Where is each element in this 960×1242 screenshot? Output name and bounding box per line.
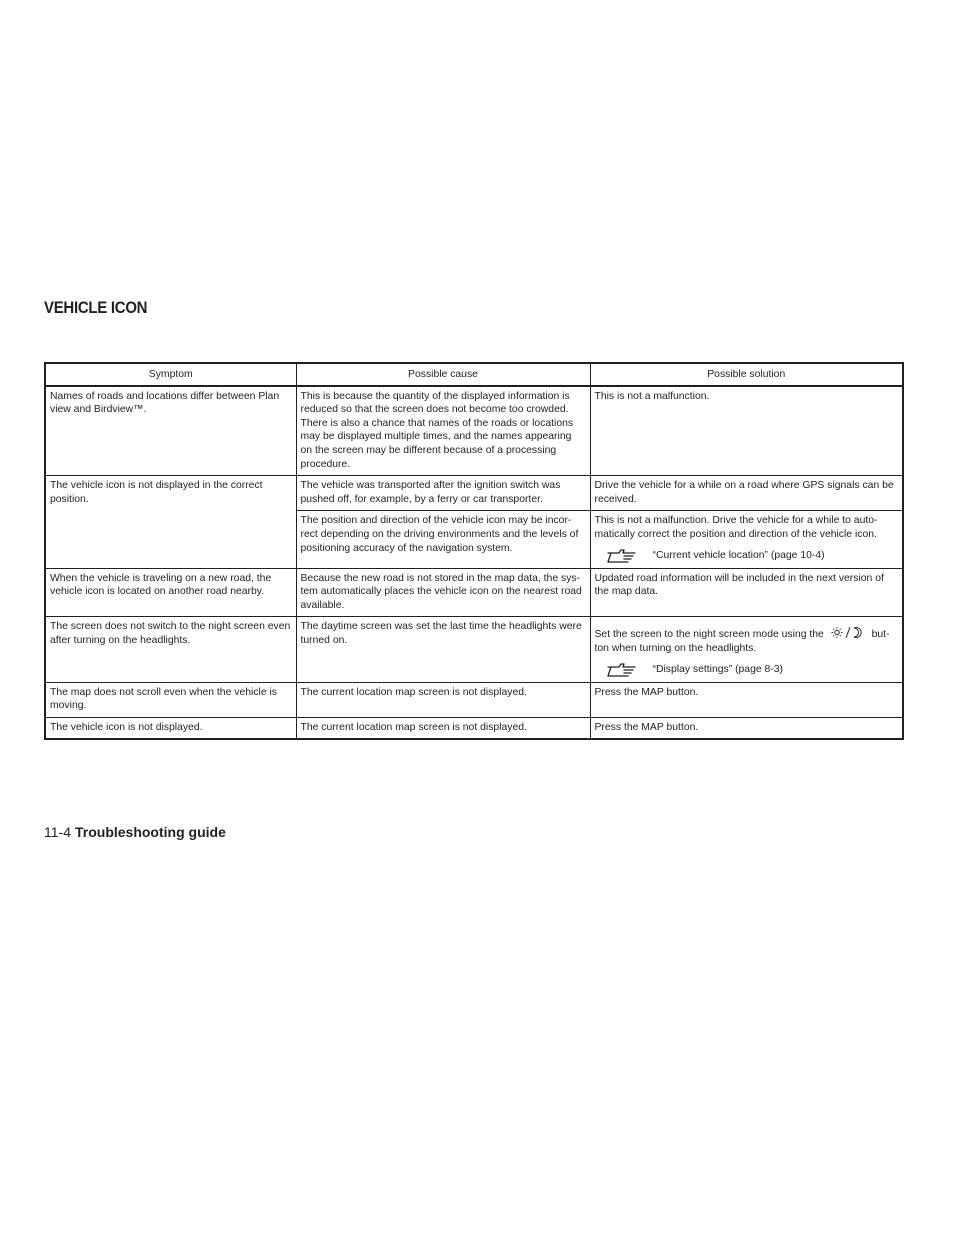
solution-text-before: Set the screen to the night screen mode using the [594, 629, 824, 641]
solution-cell [590, 617, 903, 682]
solution-cell: Press the MAP button. [590, 682, 903, 717]
solution-text: This is not a malfunction. Drive the vehicle for a while to auto-matically correct the position and direction of the vehicle icon. [594, 515, 878, 540]
page-footer [44, 824, 226, 840]
section-heading: VEHICLE ICON [44, 298, 148, 317]
day-night-icon [831, 626, 865, 639]
cause-cell: The daytime screen was set the last time the headlights were turned on. [296, 617, 590, 682]
section-title: Troubleshooting guide [74, 824, 226, 840]
solution-cell [590, 511, 903, 568]
symptom-cell: The map does not scroll even when the vehicle is moving. [45, 682, 296, 717]
cause-cell: Because the new road is not stored in the map data, the sys-tem automatically places the vehicle icon on the nearest road available. [296, 568, 590, 617]
column-header-cause: Possible cause [296, 363, 590, 386]
cause-cell: The current location map screen is not displayed. [296, 717, 590, 739]
pointing-hand-icon [607, 548, 637, 564]
solution-text-after: but-ton when turning on the headlights. [594, 629, 890, 654]
solution-text-block [595, 626, 899, 655]
reference-link [607, 548, 899, 564]
table-row [45, 682, 903, 717]
cause-cell: The vehicle was transported after the ignition switch was pushed off, for example, by a ferry or car transporter. [296, 476, 590, 511]
symptom-cell: The vehicle icon is not displayed in the correct position. [45, 476, 296, 568]
reference-text: “Current vehicle location” (page 10-4) [652, 549, 825, 561]
symptom-cell: The screen does not switch to the night screen even after turning on the headlights. [45, 617, 296, 682]
table-row [45, 568, 903, 617]
symptom-cell: The vehicle icon is not displayed. [45, 717, 296, 739]
table-header-row [45, 363, 903, 386]
solution-cell: Press the MAP button. [590, 717, 903, 739]
table-row [45, 617, 903, 682]
table-row [45, 386, 903, 476]
table-row [45, 476, 903, 511]
symptom-cell: Names of roads and locations differ between Plan view and Birdview™. [45, 386, 296, 476]
cause-cell: This is because the quantity of the displayed information is reduced so that the screen does not become too crowded. There is also a chance that names of the roads or locations may be displayed multiple times, and the names appearing on the screen may be different because of a processing procedure. [296, 386, 590, 476]
solution-cell: Drive the vehicle for a while on a road where GPS signals can be received. [590, 476, 903, 511]
solution-cell: This is not a malfunction. [590, 386, 903, 476]
column-header-solution: Possible solution [590, 363, 903, 386]
solution-cell: Updated road information will be included in the next version of the map data. [590, 568, 903, 617]
pointing-hand-icon [607, 662, 637, 678]
reference-link [607, 662, 899, 678]
page-number: 11-4 [44, 824, 71, 840]
cause-cell: The position and direction of the vehicle icon may be incor-rect depending on the driving environments and the levels of positioning accuracy of the navigation system. [296, 511, 590, 568]
symptom-cell: When the vehicle is traveling on a new road, the vehicle icon is located on another road nearby. [45, 568, 296, 617]
column-header-symptom: Symptom [45, 363, 296, 386]
reference-text: “Display settings” (page 8-3) [652, 663, 784, 675]
cause-cell: The current location map screen is not displayed. [296, 682, 590, 717]
table-row [45, 717, 903, 739]
troubleshooting-table [44, 362, 904, 740]
